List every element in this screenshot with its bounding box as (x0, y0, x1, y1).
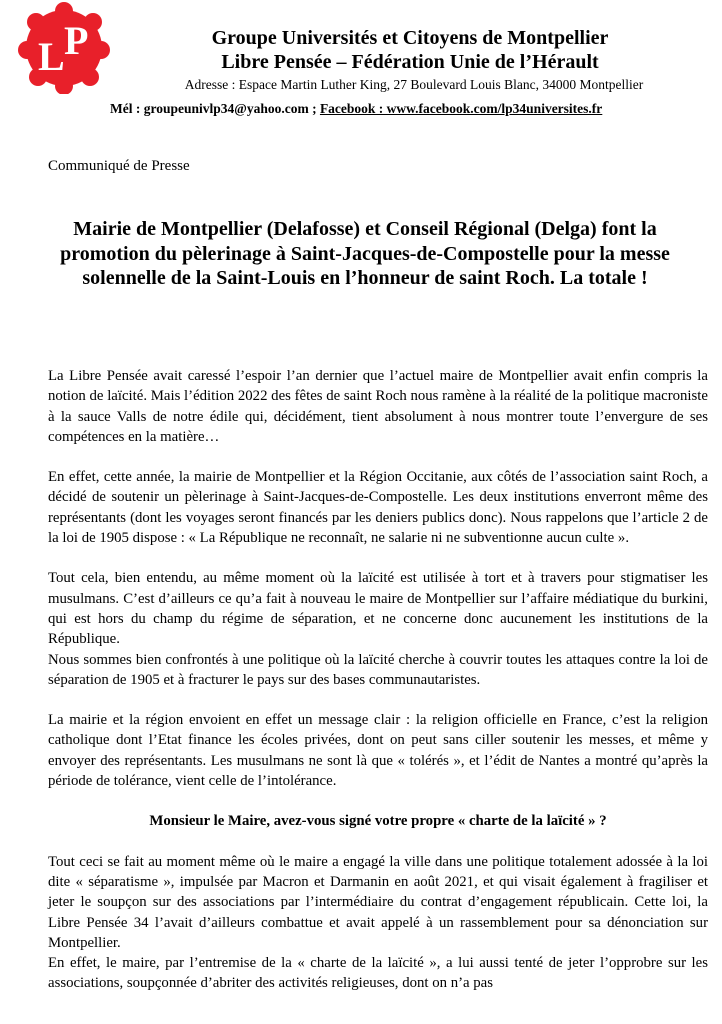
communique-label: Communiqué de Presse (48, 158, 190, 174)
paragraph: En effet, le maire, par l’entremise de la « charte de la laïcité », a lui aussi tenté de jeter l’opprobre sur les associations, soupçonnée d’abriter des activités religieuses, dont on n’a pas (48, 955, 708, 992)
org-name-line1: Groupe Universités et Citoyens de Montpellier (211, 27, 609, 49)
subheading: Monsieur le Maire, avez-vous signé votre propre « charte de la laïcité » ? (149, 813, 607, 830)
address: Adresse : Espace Martin Luther King, 27 Boulevard Louis Blanc, 34000 Montpellier (184, 77, 644, 92)
paragraph: Tout cela, bien entendu, au même moment où la laïcité est utilisée à tort et à travers pour stigmatiser les musulmans. C’est d’ailleurs ce qu’a fait à nouveau le maire de Montpellier sur l’affaire médiatique du burkini, qui est hors du champ du régime de séparation, et ne concerne donc aucunement les institutions de la République. (48, 570, 708, 648)
svg-text:L: L (38, 34, 65, 79)
paragraph: La Libre Pensée avait caressé l’espoir l’an dernier que l’actuel maire de Montpellier avait enfin compris la notion de laïcité. Mais l’édition 2022 des fêtes de saint Roch nous ramène à la réalité de la politique macroniste à la sauce Valls de notre édile qui, décidément, tient absolument à nous montrer toute l’envergure de ses compétences en la matière… (48, 368, 708, 445)
paragraph: Nous sommes bien confrontés à une politique où la laïcité cherche à couvrir toutes les attaques contre la loi de séparation de 1905 et à fracturer le pays sur des bases communautaristes. (48, 651, 708, 688)
libre-pensee-logo (18, 2, 110, 94)
contact-line (110, 100, 602, 117)
letterhead (110, 26, 710, 93)
email: Mél : groupeunivlp34@yahoo.com ; (110, 101, 317, 116)
press-release-title: Mairie de Montpellier (Delafosse) et Conseil Régional (Delga) font la promotion du pèlerinage à Saint-Jacques-de-Compostelle pour la messe solennelle de la Saint-Louis en l’honneur de saint Roch. La totale ! (60, 218, 670, 289)
paragraph: Tout ceci se fait au moment même où le maire a engagé la ville dans une politique totalement adossée à la loi dite « séparatisme », impulsée par Macron et Darmanin en août 2021, et qui visait également à fragiliser et jeter le soupçon sur des associations par l’intermédiaire du contrat d’engagement républicain. Cette loi, la Libre Pensée 34 l’avait d’ailleurs combattue et avait appelé à un rassemblement pour sa dénonciation sur Montpellier. (48, 853, 708, 951)
press-release-body (48, 366, 708, 994)
paragraph: En effet, cette année, la mairie de Montpellier et la Région Occitanie, aux côtés de l’association saint Roch, a décidé de soutenir un pèlerinage à Saint-Jacques-de-Compostelle. Les deux institutions enverront même des représentants (dont les voyages seront financés par les deniers publics donc). Nous rappelons que l’article 2 de la loi de 1905 dispose : « La République ne reconnaît, ne salarie ni ne subventionne aucun culte ». (48, 469, 708, 547)
org-name-line2: Libre Pensée – Fédération Unie de l’Hérault (221, 51, 599, 73)
facebook-link[interactable]: Facebook : www.facebook.com/lp34universites.fr (319, 101, 603, 116)
paragraph: La mairie et la région envoient en effet un message clair : la religion officielle en France, c’est la religion catholique dont l’Etat finance les écoles privées, dont on peut sans ciller soutenir les messes, et même y envoyer des représentants. Les musulmans ne sont là que « tolérés », et l’édit de Nantes a montré qu’après la période de tolérance, vient celle de l’intolérance. (48, 712, 708, 790)
svg-text:P: P (64, 18, 89, 63)
